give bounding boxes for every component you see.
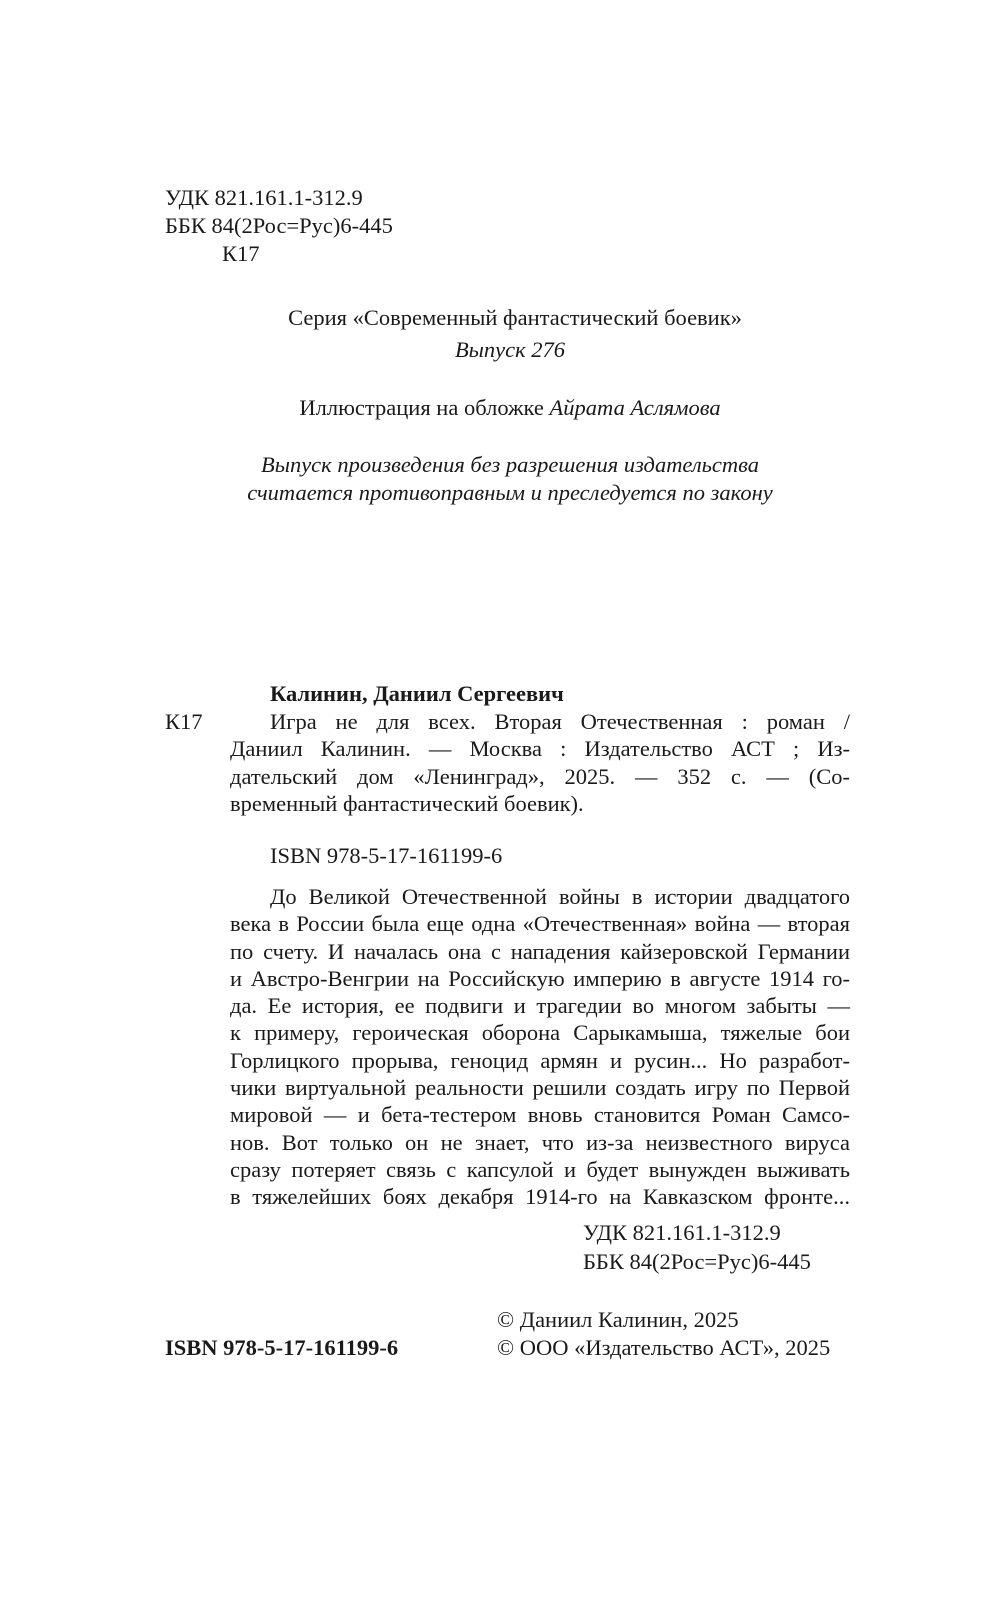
abstract-line: До Великой Отечественной войны в истории двадцатого (270, 884, 850, 909)
abstract-line: по счету. И началась она с нападения кайзеровской Германии (230, 938, 850, 964)
author-mark: К17 (222, 241, 260, 266)
series-line: Серия «Современный фантастический боевик» (288, 305, 742, 330)
copyright-publisher: © ООО «Издательство АСТ», 2025 (497, 1335, 831, 1360)
abstract-line: к примеру, героическая оборона Сарыкамыша, тяжелые бои (230, 1020, 850, 1046)
isbn: ISBN 978-5-17-161199-6 (270, 843, 503, 868)
abstract-line: и Австро-Венгрии на Российскую империю в августе 1914 го- (230, 965, 850, 991)
illustration-prefix: Иллюстрация на обложке (299, 395, 550, 420)
abstract-line: да. Ее история, ее подвиги и трагедии во многом забыты — (230, 993, 850, 1019)
bbk-code: ББК 84(2Рос=Рус)6-445 (165, 213, 393, 238)
abstract-line: нов. Вот только он не знает, что из-за неизвестного вируса (230, 1129, 850, 1155)
isbn-bold: ISBN 978-5-17-161199-6 (165, 1335, 399, 1360)
bib-line: Игра не для всех. Вторая Отечественная : роман / (270, 709, 850, 734)
copyright-warning-1: Выпуск произведения без разрешения издательства (260, 452, 760, 477)
bottom-udk: УДК 821.161.1-312.9 (583, 1220, 781, 1245)
author-heading: Калинин, Даниил Сергеевич (270, 681, 564, 706)
abstract-line: века в России была еще одна «Отечественная» война — вторая (230, 911, 850, 937)
bib-line: временный фантастический боевик). (230, 790, 584, 816)
abstract-line: Горлицкого прорыва, геноцид армян и русин... Но разработ- (230, 1047, 850, 1073)
bottom-bbk: ББК 84(2Рос=Рус)6-445 (583, 1249, 811, 1274)
illustration-artist: Айрата Аслямова (549, 395, 721, 420)
copyright-author: © Даниил Калинин, 2025 (497, 1307, 739, 1332)
udk-code: УДК 821.161.1-312.9 (165, 185, 363, 210)
abstract-line: мировой — и бета-тестером вновь становится Роман Самсо- (230, 1102, 850, 1128)
abstract-line: чики виртуальной реальности решили создать игру по Первой (230, 1075, 850, 1101)
illustration-credit (200, 394, 820, 422)
bib-line: дательский дом «Ленинград», 2025. — 352 с. — (Со- (230, 763, 850, 789)
abstract-line: сразу потеряет связь с капсулой и будет вынужден выживать (230, 1156, 850, 1182)
bib-line: Даниил Калинин. — Москва : Издательство АСТ ; Из- (230, 736, 850, 762)
catalog-author-mark: К17 (165, 709, 203, 734)
copyright-warning-2: считается противоправным и преследуется по закону (247, 480, 773, 505)
bibliographic-description (230, 708, 850, 817)
abstract (230, 883, 850, 1211)
abstract-line: в тяжелейших боях декабря 1914-го на Кавказском фронте... (230, 1184, 850, 1210)
series-issue: Выпуск 276 (454, 337, 566, 362)
